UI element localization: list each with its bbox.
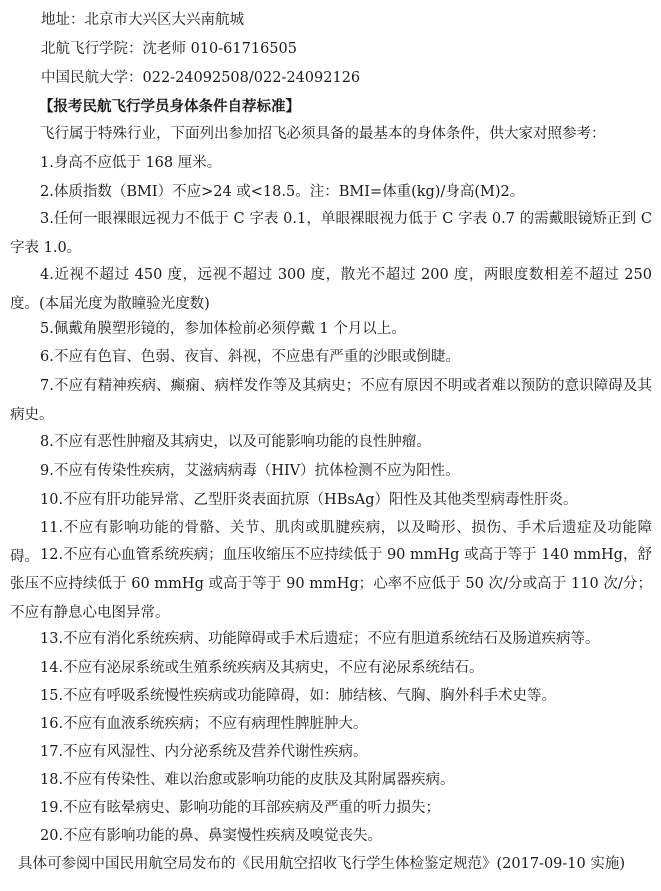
requirement-item: 3.任何一眼裸眼远视力不低于 C 字表 0.1，单眼裸眼视力低于 C 字表 0.7 的需戴眼镜矫正到 C 字表 1.0。 [10, 211, 652, 256]
requirement-item: 20.不应有影响功能的鼻、鼻窦慢性疾病及嗅觉丧失。 [40, 828, 383, 844]
requirement-item: 6.不应有色盲、色弱、夜盲、斜视，不应患有严重的沙眼或倒睫。 [40, 349, 460, 365]
section-heading: 【报考民航飞行学员身体条件自荐标准】 [39, 99, 300, 115]
requirement-item: 1.身高不应低于 168 厘米。 [40, 155, 222, 171]
requirement-item: 7.不应有精神疾病、癫痫、病样发作等及其病史；不应有原因不明或者难以预防的意识障碍及其病史。 [10, 378, 652, 423]
closing-reference: 具体可参阅中国民用航空局发布的《民用航空招收飞行学生体检鉴定规范》(2017-09-10 实施) [18, 856, 626, 872]
requirement-item: 9.不应有传染性疾病，艾滋病病毒（HIV）抗体检测不应为阳性。 [40, 463, 460, 479]
requirement-item: 10.不应有肝功能异常、乙型肝炎表面抗原（HBsAg）阳性及其他类型病毒性肝炎。 [40, 492, 578, 508]
requirement-item: 11.不应有影响功能的骨骼、关节、肌肉或肌腱疾病，以及畸形、损伤、手术后遗症及功能障碍。 [10, 520, 652, 565]
requirement-item: 15.不应有呼吸系统慢性疾病或功能障碍，如：肺结核、气胸、胸外科手术史等。 [40, 688, 557, 704]
contact-beihang: 北航飞行学院：沈老师 010-61716505 [41, 41, 297, 57]
contact-address: 地址：北京市大兴区大兴南航城 [41, 12, 244, 28]
requirement-item: 19.不应有眩晕病史、影响功能的耳部疾病及严重的听力损失； [40, 800, 441, 816]
requirement-item: 14.不应有泌尿系统或生殖系统疾病及其病史，不应有泌尿系统结石。 [40, 660, 484, 676]
requirement-item: 8.不应有恶性肿瘤及其病史，以及可能影响功能的良性肿瘤。 [40, 434, 431, 450]
intro-paragraph: 飞行属于特殊行业，下面列出参加招飞必须具备的最基本的身体条件，供大家对照参考： [40, 126, 606, 142]
requirement-item: 2.体质指数（BMI）不应>24 或<18.5。注：BMI=体重(kg)/身高(M)2。 [40, 184, 525, 200]
requirement-item: 18.不应有传染性、难以治愈或影响功能的皮肤及其附属器疾病。 [40, 772, 455, 788]
requirement-item: 12.不应有心血管系统疾病；血压收缩压不应持续低于 90 mmHg 或高于等于 140 mmHg，舒张压不应持续低于 60 mmHg 或高于等于 90 mmHg；心率不应低于 50 次/分或高于 110 次/分；不应有静息心电图异常。 [10, 547, 652, 621]
requirement-item: 5.佩戴角膜塑形镜的，参加体检前必须停戴 1 个月以上。 [40, 321, 406, 337]
requirement-item: 4.近视不超过 450 度，远视不超过 300 度，散光不超过 200 度，两眼度数相差不超过 250 度。(本届光度为散瞳验光度数) [10, 267, 652, 312]
contact-cauc: 中国民航大学：022-24092508/022-24092126 [41, 70, 361, 86]
requirement-item: 17.不应有风湿性、内分泌系统及营养代谢性疾病。 [40, 744, 368, 760]
requirement-item: 13.不应有消化系统疾病、功能障碍或手术后遗症；不应有胆道系统结石及肠道疾病等。 [40, 631, 600, 647]
requirement-item: 16.不应有血液系统疾病；不应有病理性脾脏肿大。 [40, 716, 368, 732]
